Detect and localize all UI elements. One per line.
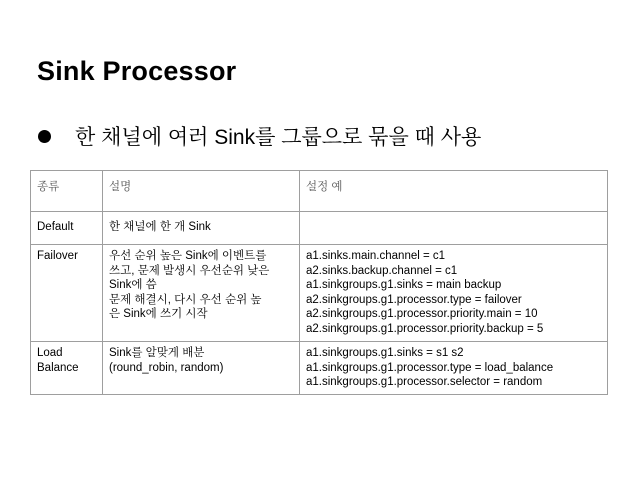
table-row — [31, 212, 608, 245]
slide-title: Sink Processor — [37, 56, 237, 86]
header-type: 종류 — [31, 171, 103, 212]
bullet-item — [38, 121, 481, 151]
header-example: 설정 예 — [300, 171, 608, 212]
header-description: 설명 — [103, 171, 300, 212]
cell-type: Failover — [31, 245, 103, 342]
bullet-text: 한 채널에 여러 Sink를 그룹으로 묶을 때 사용 — [75, 126, 482, 149]
cell-type: Default — [31, 212, 103, 245]
cell-example — [300, 212, 608, 245]
sink-processor-table — [30, 170, 608, 395]
cell-example: a1.sinks.main.channel = c1 a2.sinks.backup.channel = c1 a1.sinkgroups.g1.sinks = main backup a2.sinkgroups.g1.processor.type = failover a2.sinkgroups.g1.processor.priority.main = 10 a2.sinkgroups.g1.processor.priority.backup = 5 — [300, 245, 608, 342]
cell-description: Sink를 알맞게 배분 (round_robin, random) — [103, 342, 300, 395]
cell-description: 한 채널에 한 개 Sink — [103, 212, 300, 245]
cell-example: a1.sinkgroups.g1.sinks = s1 s2 a1.sinkgroups.g1.processor.type = load_balance a1.sinkgroups.g1.processor.selector = random — [300, 342, 608, 395]
table-row — [31, 245, 608, 342]
bullet-dot-icon — [38, 130, 51, 143]
table-header-row — [31, 171, 608, 212]
cell-type: Load Balance — [31, 342, 103, 395]
table-row — [31, 342, 608, 395]
cell-description: 우선 순위 높은 Sink에 이벤트를 쓰고, 문제 발생시 우선순위 낮은 Sink에 씀 문제 해결시, 다시 우선 순위 높 은 Sink에 쓰기 시작 — [103, 245, 300, 342]
